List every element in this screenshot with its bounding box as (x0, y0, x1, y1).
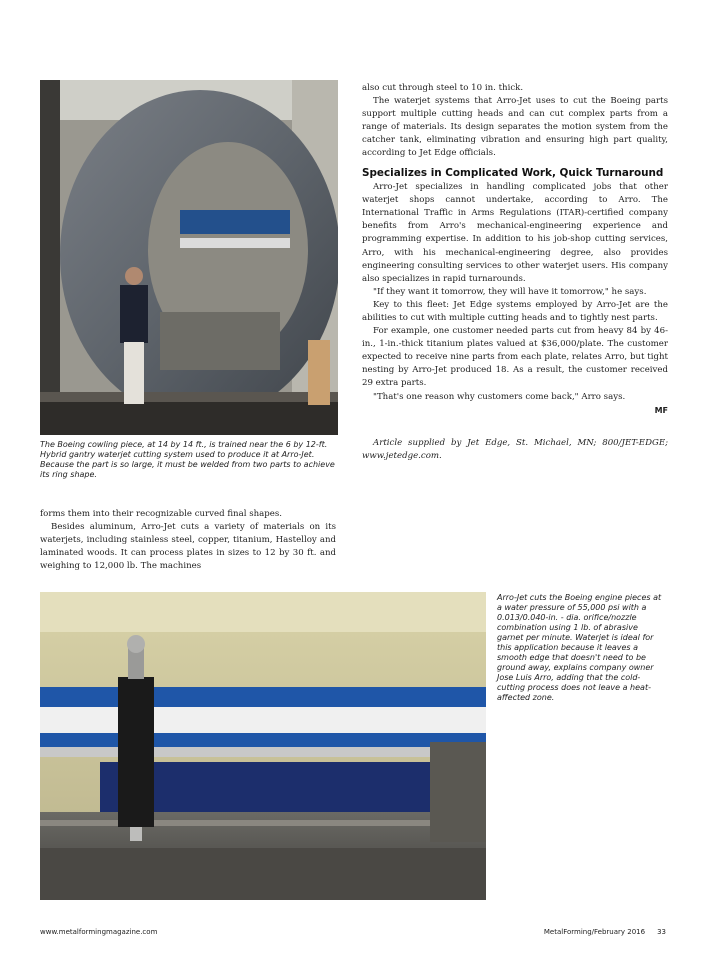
waterjet-photo-caption: Arro-Jet cuts the Boeing engine pieces at a water pressure of 55,000 psi with a 0.013/0.040-in. - dia. orifice/nozzle combination using 1 lb. of abrasive garnet per minute. Waterjet is ideal for this application because it leaves a smooth edge that doesn't need to be ground away, explains company owner Jose Luis Arro, adding that the cold-cutting process does not leave a heat-affected zone. (497, 593, 662, 702)
paragraph: Key to this fleet: Jet Edge systems employed by Arro-Jet are the abilities to cut with multiple cutting heads and to tightly nest parts. (362, 299, 668, 323)
quote-text: "That's one reason why customers come back," Arro says. (373, 391, 626, 402)
right-text-column (362, 82, 668, 463)
article-credit: Article supplied by Jet Edge, St. Michael, MN; 800/JET-EDGE; www.jetedge.com. (362, 437, 668, 461)
end-mark-line (362, 404, 668, 417)
paragraph: forms them into their recognizable curved final shapes. (40, 509, 282, 519)
paragraph: For example, one customer needed parts cut from heavy 84 by 46-in., 1-in.-thick titanium plates valued at $36,000/plate. The customer expected to receive nine parts from each plate, relates Arro, but tight nesting by Arro-Jet produced 18. As a result, the customer received 29 extra parts. (362, 326, 668, 389)
paragraph (362, 391, 668, 404)
paragraph: "If they want it tomorrow, they will have it tomorrow," he says. (373, 286, 647, 297)
footer-issue-info (544, 928, 666, 936)
waterjet-image (40, 592, 486, 900)
cowling-photo (40, 80, 338, 435)
footer-issue: MetalForming/February 2016 (543, 928, 646, 936)
end-mark: MF (654, 405, 668, 415)
paragraph: Arro-Jet specializes in handling complicated jobs that other waterjet shops cannot undertake, according to Arro. The International Traffic in Arms Regulations (ITAR)-certified company benefits from Arro's mechanical-engineering experience and programming expertise. In addition to his job-shop cutting services, Arro, with his mechanical-engineering degree, also provides engineering consulting services to other waterjet users. His company also specializes in rapid turnarounds. (362, 182, 668, 284)
cowling-photo-caption: The Boeing cowling piece, at 14 by 14 ft., is trained near the 6 by 12-ft. Hybrid gantry waterjet cutting system used to produce it at Arro-Jet. Because the part is so large, it must be welded from two parts to achieve its ring shape. (40, 440, 335, 479)
footer-website: www.metalformingmagazine.com (40, 928, 158, 936)
paragraph: The waterjet systems that Arro-Jet uses to cut the Boeing parts support multiple cutting heads and can cut complex parts from a range of materials. Its design separates the motion system from the catcher tank, eliminating vibration and ensuring high part quality, according to Jet Edge officials. (362, 96, 668, 159)
waterjet-photo (40, 592, 486, 900)
cowling-image (40, 80, 338, 435)
paragraph: also cut through steel to 10 in. thick. (362, 83, 524, 93)
paragraph: Besides aluminum, Arro-Jet cuts a variety of materials on its waterjets, including stainless steel, copper, titanium, Hastelloy and laminated woods. It can process plates in sizes to 12 by 30 ft. and weighing to 12,000 lb. The machines (40, 522, 336, 572)
section-heading: Specializes in Complicated Work, Quick Turnaround (362, 166, 664, 179)
page-number: 33 (657, 928, 666, 936)
left-text-column (40, 508, 336, 573)
